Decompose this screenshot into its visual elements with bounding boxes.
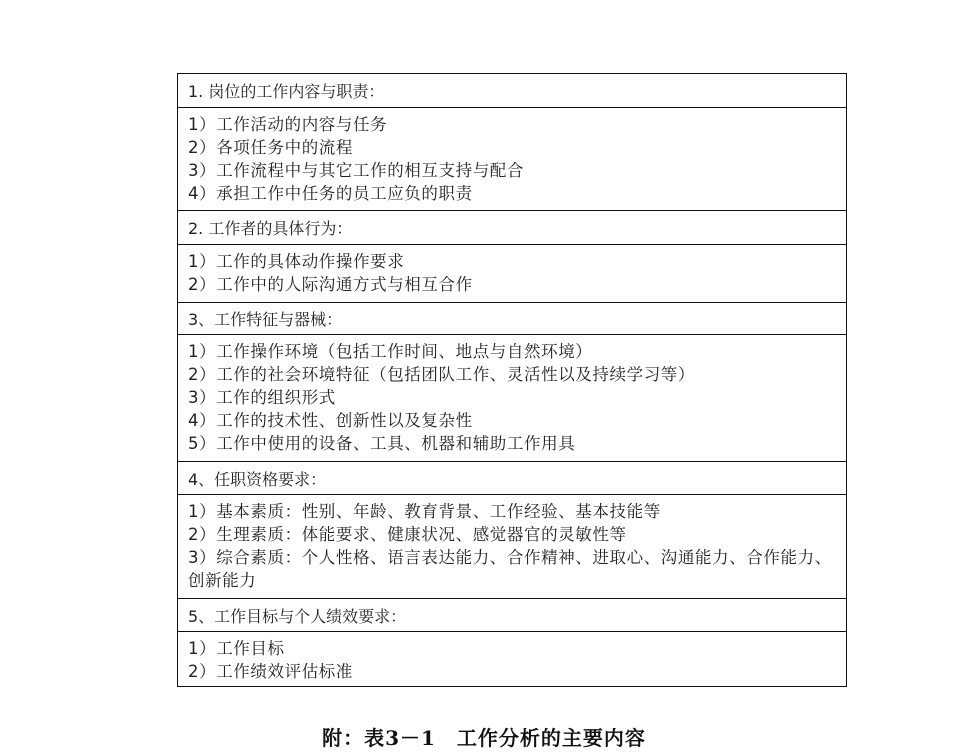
list-item: 3）工作的组织形式: [188, 388, 336, 407]
section-4-heading: [178, 461, 846, 494]
list-item: 2）工作中的人际沟通方式与相互合作: [188, 275, 473, 294]
section-1-items: [178, 107, 846, 210]
job-analysis-table: [177, 73, 847, 687]
section-heading-text: 1. 岗位的工作内容与职责：: [188, 82, 385, 101]
list-item: 2）工作的社会环境特征（包括团队工作、灵活性以及持续学习等）: [188, 365, 695, 384]
list-item: 3）工作流程中与其它工作的相互支持与配合: [188, 161, 524, 180]
list-item: 4）承担工作中任务的员工应负的职责: [188, 184, 473, 203]
section-1-heading: [178, 74, 846, 107]
list-item: 1）基本素质：性别、年龄、教育背景、工作经验、基本技能等: [188, 502, 661, 521]
section-heading-text: 5、工作目标与个人绩效要求：: [188, 606, 407, 626]
list-item: 3）综合素质：个人性格、语言表达能力、合作精神、进取心、沟通能力、合作能力、创新能力: [188, 548, 832, 590]
section-2-items: [178, 244, 846, 302]
list-item: 1）工作的具体动作操作要求: [188, 252, 405, 271]
list-item: 1）工作活动的内容与任务: [188, 115, 388, 134]
section-5-items: [178, 631, 846, 686]
list-item: 2）各项任务中的流程: [188, 138, 353, 157]
list-item: 2）工作绩效评估标准: [188, 662, 353, 681]
section-3-items: [178, 334, 846, 461]
section-2-heading: [178, 210, 846, 244]
section-5-heading: [178, 598, 846, 631]
list-item: 4）工作的技术性、创新性以及复杂性: [188, 411, 473, 430]
section-heading-text: 4、任职资格要求：: [188, 469, 327, 489]
section-4-items: [178, 494, 846, 598]
list-item: 1）工作操作环境（包括工作时间、地点与自然环境）: [188, 342, 593, 361]
section-heading-text: 2. 工作者的具体行为：: [188, 219, 353, 238]
list-item: 1）工作目标: [188, 639, 285, 658]
section-3-heading: [178, 302, 846, 334]
list-item: 2）生理素质：体能要求、健康状况、感觉器官的灵敏性等: [188, 525, 627, 544]
section-heading-text: 3、工作特征与器械：: [188, 310, 343, 329]
table-caption: 附：表3－1 工作分析的主要内容: [322, 726, 646, 750]
list-item: 5）工作中使用的设备、工具、机器和辅助工作用具: [188, 434, 576, 453]
